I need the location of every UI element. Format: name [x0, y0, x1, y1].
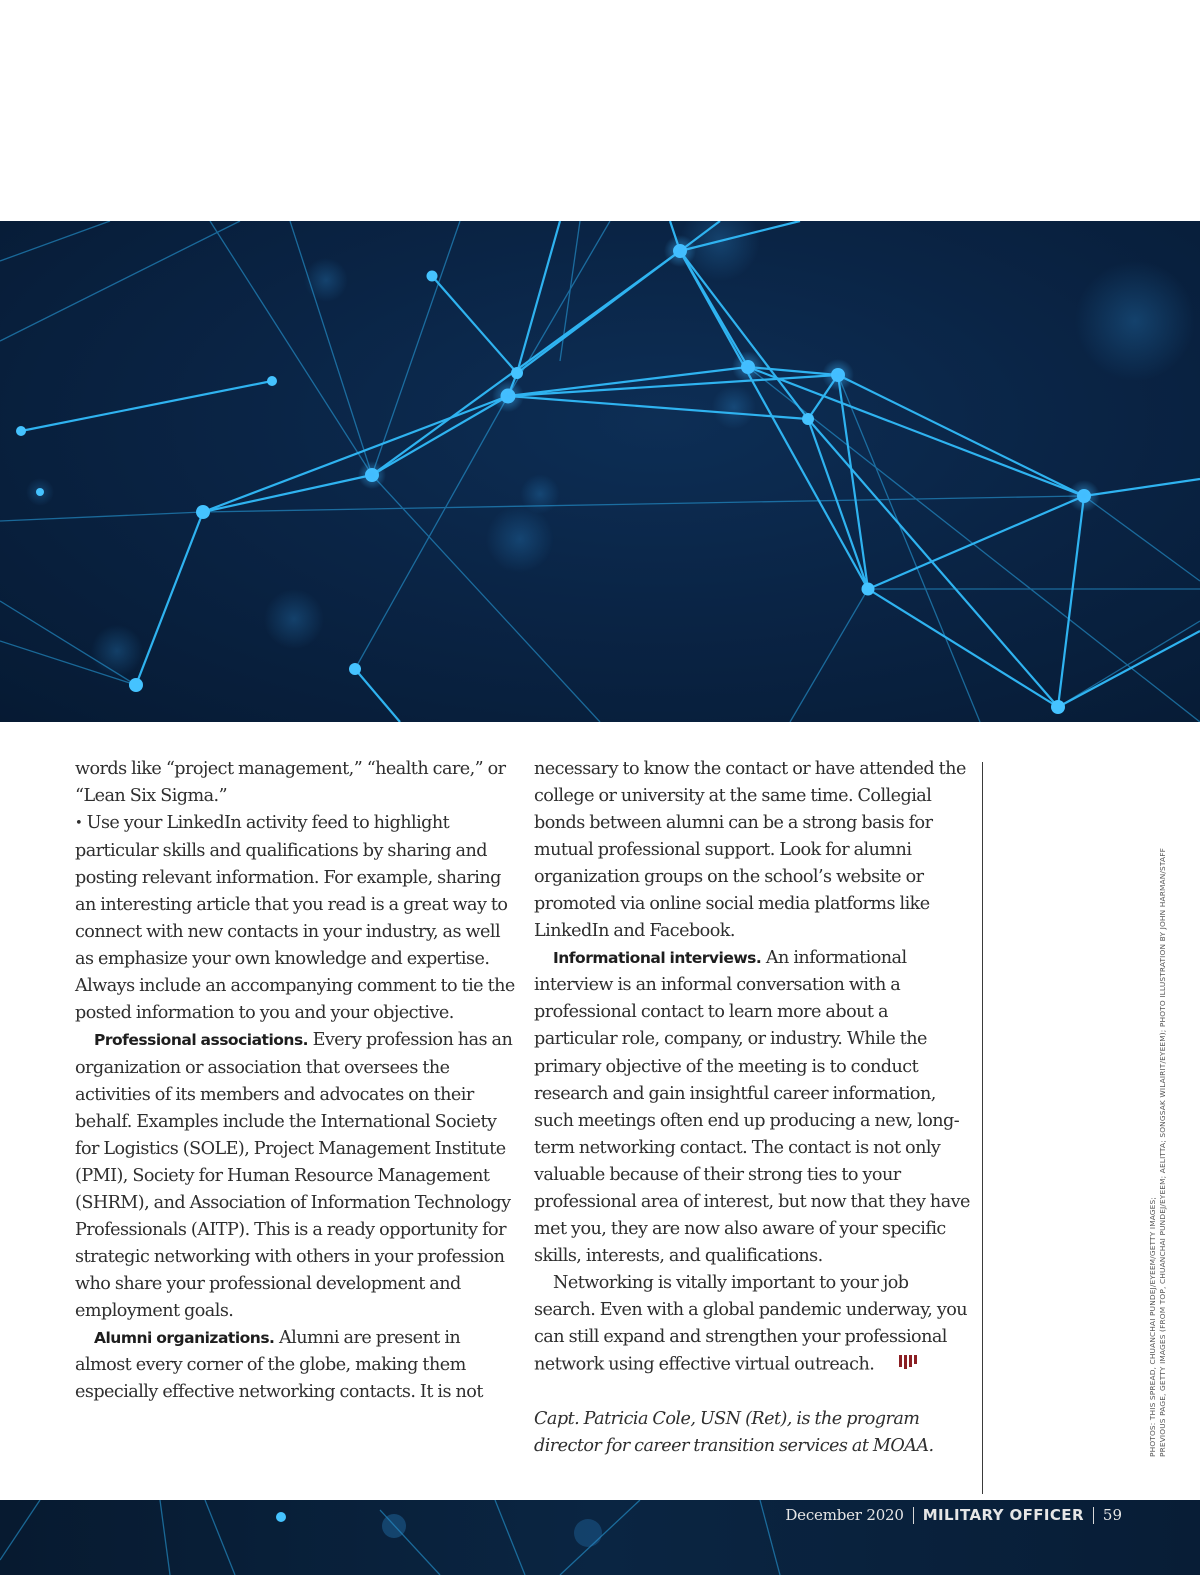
paragraph-text: Alumni are present in almost every corner of the globe, making them especially effective networking contacts. It is not: [75, 1327, 483, 1403]
credit-line: PHOTOS: THIS SPREAD, CHUANCHAI PUNDEJ/EYEEM/GETTY IMAGES;: [1148, 1197, 1157, 1457]
paragraph: [534, 1270, 974, 1379]
run-in-heading: Professional associations.: [94, 1031, 309, 1050]
publication-name: MILITARY OFFICER: [922, 1506, 1084, 1524]
paragraph-text: Networking is vitally important to your job search. Even with a global pandemic underway, you can still expand and strengthen your professional network using effective virtual outreach.: [534, 1272, 968, 1375]
credit-line: PREVIOUS PAGE, GETTY IMAGES (FROM TOP, CHUANCHAI PUNDEJ/EYEEM; AELITTA; SONGSAK WILAIRIT/EYEEM); PHOTO ILLUSTRATION BY JOHN HARMAN/STAFF: [1158, 848, 1167, 1457]
paragraph: words like “project management,” “health care,” or “Lean Six Sigma.”: [75, 759, 506, 807]
issue-date: December 2020: [785, 1506, 904, 1524]
paragraph-text: Every profession has an organization or association that oversees the activities of its members and advocates on their behalf. Examples include the International Society for Logistics (SOLE), Project Management Institute (PMI), Society for Human Resource Management (SHRM), and Association of Information Technology Professionals (AITP). This is a ready opportunity for strategic networking with others in your profession who share your professional development and employment goals.: [75, 1030, 513, 1321]
page-folio: [785, 1503, 1122, 1527]
author-bio: Capt. Patricia Cole, USN (Ret), is the program director for career transition services at MOAA.: [534, 1408, 934, 1456]
paragraph: [75, 1027, 515, 1325]
paragraph: [534, 945, 974, 1270]
paragraph-text: An informational interview is an informal conversation with a professional contact to learn more about a particular role, company, or industry. While the primary objective of the meeting is to conduct research and gain insightful career information, such meetings often end up producing a new, long-term networking contact. The contact is not only valuable because of their strong ties to your professional area of interest, but now that they have met you, they are now also aware of your specific skills, interests, and qualifications.: [534, 948, 970, 1266]
folio-separator: [1093, 1507, 1094, 1524]
paragraph: necessary to know the contact or have attended the college or university at the same time. Collegial bonds between alumni can be a strong basis for mutual professional support. Look for alumni organization groups on the school’s website or promoted via online social media platforms like LinkedIn and Facebook.: [534, 759, 966, 942]
page-number: 59: [1102, 1506, 1122, 1524]
moaa-end-mark-icon: [880, 1351, 917, 1378]
article-column-left: [75, 756, 515, 1406]
network-graphic: [0, 221, 1200, 722]
bullet-text: Use your LinkedIn activity feed to highlight particular skills and qualifications by sharing and posting relevant information. For example, sharing an interesting article that you read is a great way to connect with new contacts in your industry, as well as emphasize your own knowledge and expertise. Always include an accompanying comment to tie the posted information to you and your objective.: [75, 813, 515, 1024]
run-in-heading: Informational interviews.: [553, 949, 762, 968]
network-illustration: [0, 221, 1200, 722]
bullet-mark: •: [75, 816, 83, 832]
photo-credits: [1148, 777, 1168, 1457]
bullet-paragraph: [75, 810, 515, 1027]
column-divider: [982, 762, 983, 1494]
paragraph: [75, 1325, 515, 1406]
run-in-heading: Alumni organizations.: [94, 1328, 275, 1347]
folio-separator: [913, 1507, 914, 1524]
article-column-right: [534, 756, 974, 1460]
